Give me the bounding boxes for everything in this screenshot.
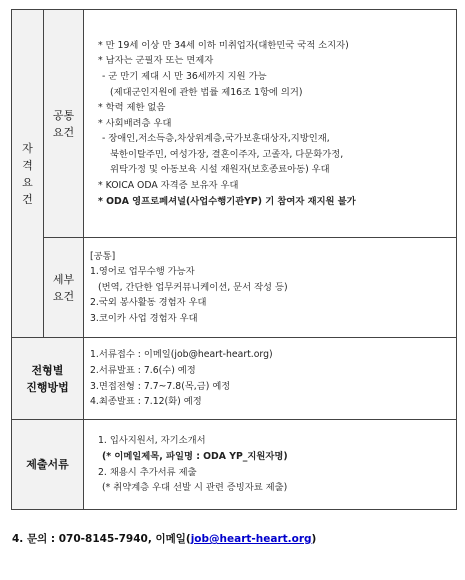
documents-content	[84, 420, 457, 510]
qualification-char-3: 요	[22, 175, 33, 189]
detail-line-english: 1.영어로 업무수행 가능자	[90, 266, 195, 278]
documents-header	[12, 420, 84, 510]
common-line-koica-cert: * KOICA ODA 자격증 보유자 우대	[98, 180, 239, 192]
common-line-military: * 남자는 군필자 또는 면제자	[98, 55, 214, 67]
common-requirements-header	[44, 10, 84, 238]
common-line-social: * 사회배려층 우대	[98, 117, 172, 129]
common-line-age: * 만 19세 이상 만 34세 이하 미취업자(대한민국 국적 소지자)	[98, 39, 349, 51]
process-content	[84, 338, 457, 420]
detail-line-koica-exp: 3.코이카 사업 경험자 우대	[90, 312, 198, 324]
process-label-line-1: 전형별	[31, 363, 64, 377]
qualification-header	[12, 10, 44, 338]
qualification-char-4: 건	[22, 192, 33, 206]
detail-line-english-detail: (번역, 간단한 업무커뮤니케이션, 문서 작성 등)	[98, 281, 288, 293]
qualification-char-1: 자	[22, 141, 33, 155]
common-requirements-content	[84, 10, 457, 238]
row-common-requirements	[12, 10, 457, 238]
documents-line-additional: 2. 채용시 추가서류 제출	[98, 466, 197, 478]
common-line-reapply-restriction: * ODA 영프로페셔널(사업수행기관YP) 기 참여자 재지원 불가	[98, 195, 356, 207]
contact-info	[12, 531, 316, 546]
process-line-application: 1.서류접수 : 이메일(job@heart-heart.org)	[90, 349, 273, 361]
common-line-military-age: - 군 만기 제대 시 만 36세까지 지원 가능	[102, 70, 267, 82]
documents-line-proof: (* 취약계층 우대 선발 시 관련 증빙자료 제출)	[102, 482, 288, 494]
detail-label-line-2: 요건	[52, 289, 75, 303]
contact-email-link[interactable]: job@heart-heart.org	[190, 533, 312, 545]
detail-requirements-header	[44, 238, 84, 338]
documents-line-forms: 1. 입사지원서, 자기소개서	[98, 435, 206, 447]
process-line-document-result: 2.서류발표 : 7.6(수) 예정	[90, 364, 196, 376]
detail-line-common: [공통]	[90, 250, 116, 262]
process-header	[12, 338, 84, 420]
contact-prefix: 4. 문의 : 070-8145-7940, 이메일(	[12, 533, 191, 545]
process-line-interview: 3.면접전형 : 7.7~7.8(목,금) 예정	[90, 380, 231, 392]
qualification-char-2: 격	[22, 158, 33, 172]
documents-line-email-subject: (* 이메일제목, 파일명 : ODA YP_지원자명)	[102, 450, 288, 462]
detail-label-line-1: 세부	[52, 272, 75, 286]
common-line-social-groups-3: 위탁가정 및 아동보육 시설 재원자(보호종료아동) 우대	[110, 164, 330, 176]
detail-requirements-content	[84, 238, 457, 338]
common-line-education: * 학력 제한 없음	[98, 102, 166, 114]
documents-label: 제출서류	[26, 458, 69, 471]
row-detail-requirements	[12, 238, 457, 338]
common-label-line-1: 공통	[52, 108, 75, 122]
common-label-line-2: 요건	[52, 125, 75, 139]
detail-line-volunteer: 2.국외 봉사활동 경험자 우대	[90, 297, 207, 309]
requirements-table	[11, 9, 457, 510]
row-documents	[12, 420, 457, 510]
common-line-military-law: (제대군인지원에 관한 법률 제16조 1항에 의거)	[110, 86, 303, 98]
row-process	[12, 338, 457, 420]
recruitment-requirements	[11, 9, 456, 510]
process-label-line-2: 진행방법	[26, 380, 69, 394]
common-line-social-groups-1: - 장애인,저소득층,차상위계층,국가보훈대상자,지방인재,	[102, 133, 330, 145]
contact-suffix: )	[311, 533, 317, 545]
process-line-final-result: 4.최종발표 : 7.12(화) 예정	[90, 396, 202, 408]
common-line-social-groups-2: 북한이탈주민, 여성가장, 결혼이주자, 고졸자, 다문화가정,	[110, 148, 344, 160]
